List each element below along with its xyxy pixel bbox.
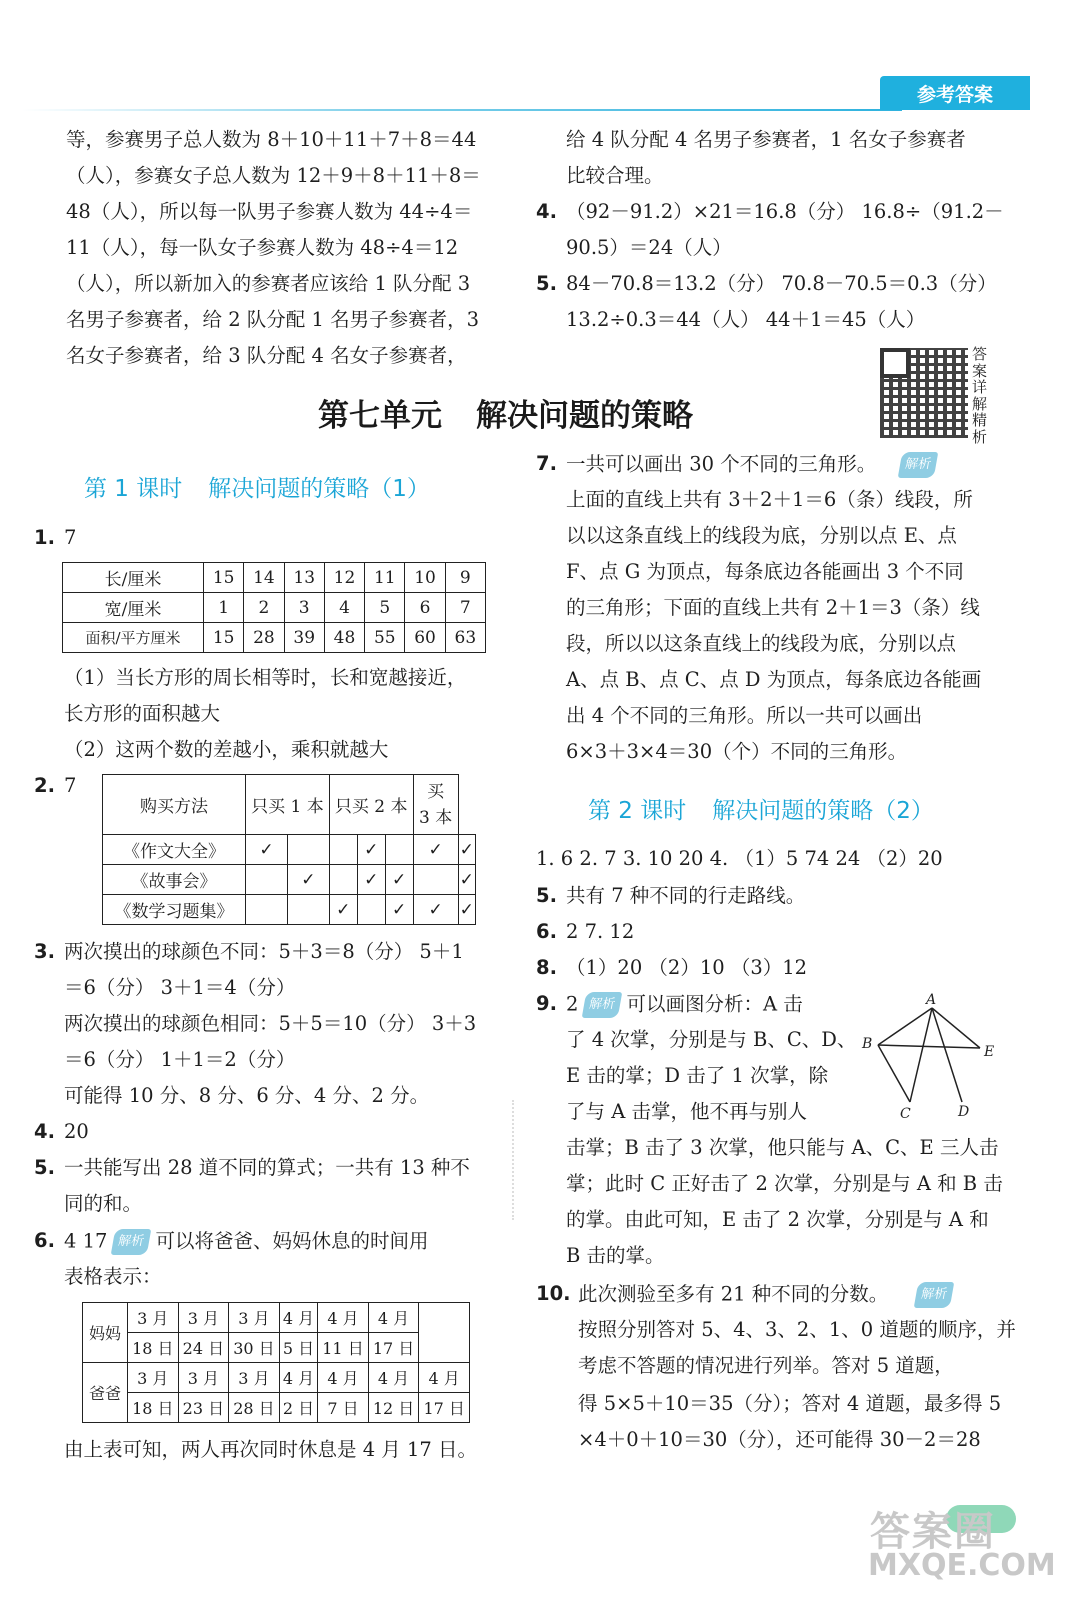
text-line: 同的和。	[64, 1192, 143, 1215]
mark	[413, 835, 458, 865]
text-line: 48（人），所以每一队男子参赛人数为 44÷4＝	[66, 200, 473, 223]
answer: 7	[64, 526, 77, 549]
row-label: 面积/平方厘米	[63, 623, 204, 653]
cell: 12	[324, 563, 364, 593]
cell: 4 月	[419, 1363, 470, 1393]
watermark-logo: 答案圈	[870, 1509, 996, 1555]
mark: ✓	[458, 895, 475, 925]
text-line: 一共能写出 28 道不同的算式；一共有 13 种不	[64, 1156, 470, 1179]
cell: 2 日	[279, 1393, 317, 1423]
mark	[329, 835, 357, 865]
watermark-domain: MXQE.COM	[868, 1548, 1056, 1583]
text-line: 了 4 次掌，分别是与 B、C、D、	[566, 1028, 857, 1051]
cell: 4 月	[318, 1303, 369, 1333]
mark: ✓	[287, 865, 329, 895]
label-e: E	[984, 1044, 995, 1060]
cell: 55	[365, 623, 405, 653]
question-number: 4.	[536, 200, 557, 223]
cell: 24 日	[178, 1333, 229, 1363]
text-line: 长方形的面积越大	[64, 702, 221, 725]
answer-line	[566, 452, 942, 478]
text-line: （2）这两个数的差越小，乘积就越大	[64, 738, 389, 761]
qr-code[interactable]	[880, 348, 968, 438]
analysis-badge: 解析	[111, 1229, 152, 1255]
text-line: 共有 7 种不同的行走路线。	[566, 884, 806, 907]
cell: 11	[365, 563, 405, 593]
header-part: 买	[427, 781, 445, 802]
question-number: 6.	[536, 920, 557, 943]
row-label: 《故事会》	[103, 865, 246, 895]
text-line: 比较合理。	[566, 164, 664, 187]
header-cell	[413, 775, 458, 835]
text-line: 给 4 队分配 4 名男子参赛者，1 名女子参赛者	[566, 128, 966, 151]
row-label: 《数学习题集》	[103, 895, 246, 925]
row-label: 爸爸	[83, 1363, 128, 1423]
text-line: ＝6（分） 3＋1＝4（分）	[64, 976, 296, 999]
text-line: 11（人），每一队女子参赛人数为 48÷4＝12	[66, 236, 459, 259]
mark: ✓	[385, 895, 413, 925]
text-line: 出 4 个不同的三角形。所以一共可以画出	[566, 704, 923, 727]
cell: 11 日	[318, 1333, 369, 1363]
text-line: 掌；此时 C 正好击了 2 次掌，分别是与 A 和 B 击	[566, 1172, 1003, 1195]
cell: 2	[244, 593, 284, 623]
mark: ✓	[246, 835, 288, 865]
mark: ✓	[385, 865, 413, 895]
text-line: 由上表可知，两人再次同时休息是 4 月 17 日。	[64, 1438, 478, 1461]
text-line: 的三角形；下面的直线上共有 2＋1＝3（条）线	[566, 596, 980, 619]
text-line: 84－70.8＝13.2（分） 70.8－70.5＝0.3（分）	[566, 272, 997, 295]
answer-line	[578, 1282, 958, 1308]
cell: 18 日	[128, 1333, 179, 1363]
text-line: 可能得 10 分、8 分、6 分、4 分、2 分。	[64, 1084, 430, 1107]
lesson-label: 第 2 课时	[588, 798, 687, 824]
cell: 4 月	[368, 1303, 419, 1333]
cell: 1	[204, 593, 244, 623]
row-label: 长/厘米	[63, 563, 204, 593]
cell: 3 月	[229, 1303, 280, 1333]
cell: 17 日	[419, 1393, 470, 1423]
cell: 14	[244, 563, 284, 593]
answer: 4 17	[64, 1229, 108, 1253]
question-number: 7.	[536, 452, 557, 475]
lesson-2-heading	[588, 792, 960, 825]
text-line: F、点 G 为顶点，每条底边各能画出 3 个不同	[566, 560, 964, 583]
row-label: 宽/厘米	[63, 593, 204, 623]
question-number: 3.	[34, 940, 55, 963]
cell: 3 月	[178, 1303, 229, 1333]
text-line: E 击的掌；D 击了 1 次掌，除	[566, 1064, 829, 1087]
mark: ✓	[458, 865, 475, 895]
cell: 18 日	[128, 1393, 179, 1423]
cell: 3 月	[178, 1363, 229, 1393]
analysis-badge: 解析	[898, 452, 939, 478]
empty-cell	[419, 1303, 470, 1363]
text-line: 了与 A 击掌，他不再与别人	[566, 1100, 807, 1123]
cell: 7 日	[318, 1393, 369, 1423]
text-line: 2 7. 12	[566, 920, 635, 943]
purchase-table	[102, 774, 476, 925]
lesson-title: 解决问题的策略（2）	[712, 798, 934, 824]
column-divider	[512, 1100, 516, 1220]
question-number: 10.	[536, 1282, 571, 1305]
cell: 63	[445, 623, 485, 653]
text-line: A、点 B、点 C、点 D 为顶点，每条底边各能画	[566, 668, 982, 691]
text-line: 击掌；B 击了 3 次掌，他只能与 A、C、E 三人击	[566, 1136, 999, 1159]
question-number: 6.	[34, 1229, 55, 1252]
question-number: 1.	[34, 526, 55, 549]
answer: 20	[64, 1120, 89, 1143]
header-cell: 只买 1 本	[246, 775, 330, 835]
label-d: D	[958, 1104, 970, 1120]
edge-be	[878, 1045, 980, 1048]
mark	[287, 895, 329, 925]
cell: 3	[284, 593, 324, 623]
question-number: 2.	[34, 774, 55, 797]
cell: 12 日	[368, 1393, 419, 1423]
text-line: B 击的掌。	[566, 1244, 665, 1267]
question-number: 8.	[536, 956, 557, 979]
text-line: 的掌。由此可知，E 击了 2 次掌，分别是与 A 和	[566, 1208, 989, 1231]
qr-label: 答案详解精析	[972, 345, 988, 446]
question-number: 5.	[536, 884, 557, 907]
text-line: 两次摸出的球颜色相同：5＋5＝10（分） 3＋3	[64, 1012, 477, 1035]
question-number: 5.	[34, 1156, 55, 1179]
analysis-badge: 解析	[914, 1282, 955, 1308]
cell: 60	[405, 623, 445, 653]
mark	[413, 865, 458, 895]
mark	[246, 865, 288, 895]
text-line: 6×3＋3×4＝30（个）不同的三角形。	[566, 740, 908, 763]
rest-schedule-table	[82, 1302, 470, 1423]
text-line: ×4＋0＋10＝30（分），还可能得 30－2＝28	[578, 1428, 981, 1451]
lesson-label: 第 1 课时	[84, 476, 183, 502]
text-line: 13.2÷0.3＝44（人） 44＋1＝45（人）	[566, 308, 926, 331]
unit-heading	[318, 390, 727, 435]
text-line: 按照分别答对 5、4、3、2、1、0 道题的顺序，并	[578, 1318, 1016, 1341]
cell: 3 月	[229, 1363, 280, 1393]
text-line: （人），参赛女子总人数为 12＋9＋8＋11＋8＝	[66, 164, 481, 187]
answers-row: 1. 6 2. 7 3. 10 20 4. （1）5 74 24 （2）20	[536, 847, 943, 870]
analysis-badge: 解析	[582, 992, 623, 1018]
edge-ae	[932, 1008, 980, 1048]
cell: 23 日	[178, 1393, 229, 1423]
mark	[329, 865, 357, 895]
handshake-diagram	[860, 990, 1000, 1120]
text-line: 段，所以以这条直线上的线段为底，分别以点	[566, 632, 957, 655]
header-tag: 参考答案	[880, 76, 1030, 110]
text-line: 名女子参赛者，给 3 队分配 4 名女子参赛者，	[66, 344, 467, 367]
header-part: 3 本	[418, 807, 453, 828]
cell: 15	[204, 623, 244, 653]
question-number: 9.	[536, 992, 557, 1015]
mark: ✓	[357, 835, 385, 865]
cell: 4 月	[368, 1363, 419, 1393]
row-label: 妈妈	[83, 1303, 128, 1363]
cell: 5 日	[279, 1333, 317, 1363]
lesson-title: 解决问题的策略（1）	[208, 476, 430, 502]
cell: 4 月	[318, 1363, 369, 1393]
text-line: ＝6（分） 1＋1＝2（分）	[64, 1048, 296, 1071]
cell: 6	[405, 593, 445, 623]
text-line: 两次摸出的球颜色不同：5＋3＝8（分） 5＋1	[64, 940, 464, 963]
label-b: B	[862, 1036, 873, 1052]
question-number: 5.	[536, 272, 557, 295]
cell: 5	[365, 593, 405, 623]
mark: ✓	[357, 865, 385, 895]
cell: 17 日	[368, 1333, 419, 1363]
diagram-edges	[878, 1008, 980, 1102]
cell: 48	[324, 623, 364, 653]
row-label: 《作文大全》	[103, 835, 246, 865]
text-line: 等，参赛男子总人数为 8＋10＋11＋7＋8＝44	[66, 128, 477, 151]
cell: 15	[204, 563, 244, 593]
mark	[287, 835, 329, 865]
cell: 30 日	[229, 1333, 280, 1363]
cell: 13	[284, 563, 324, 593]
cell: 7	[445, 593, 485, 623]
mark: ✓	[413, 895, 458, 925]
lesson-1-heading	[84, 470, 456, 503]
cell: 28 日	[229, 1393, 280, 1423]
mark: ✓	[458, 835, 475, 865]
edge-bc	[878, 1045, 910, 1102]
cell: 10	[405, 563, 445, 593]
mark	[357, 895, 385, 925]
text-line: 上面的直线上共有 3＋2＋1＝6（条）线段，所	[566, 488, 973, 511]
mark-a: ✓	[428, 839, 443, 860]
cell: 28	[244, 623, 284, 653]
label-a: A	[926, 992, 937, 1008]
text: 此次测验至多有 21 种不同的分数。	[578, 1282, 889, 1306]
mark: ✓	[329, 895, 357, 925]
text-line: 90.5）＝24（人）	[566, 236, 732, 259]
answer: 2	[566, 992, 579, 1016]
cell: 39	[284, 623, 324, 653]
rectangle-table	[62, 562, 486, 653]
text-line: （1）20 （2）10 （3）12	[566, 956, 808, 979]
text-line: 考虑不答题的情况进行列举。答对 5 道题，	[578, 1354, 954, 1377]
cell: 4 月	[279, 1303, 317, 1333]
answer: 7	[64, 774, 77, 797]
unit-title: 解决问题的策略	[476, 398, 693, 434]
unit-number: 第七单元	[318, 398, 442, 434]
cell: 3 月	[128, 1303, 179, 1333]
text-line: 名男子参赛者，给 2 队分配 1 名男子参赛者，3	[66, 308, 480, 331]
edge-ac	[910, 1008, 932, 1102]
cell: 3 月	[128, 1363, 179, 1393]
text-line: 表格表示：	[64, 1265, 162, 1288]
text-line: （人），所以新加入的参赛者应该给 1 队分配 3	[66, 272, 471, 295]
text-line: （92－91.2）×21＝16.8（分） 16.8÷（91.2－	[566, 200, 1004, 223]
mark	[246, 895, 288, 925]
header-rule	[22, 109, 902, 111]
mark	[385, 835, 413, 865]
cell: 4	[324, 593, 364, 623]
text-line: 得 5×5＋10＝35（分）；答对 4 道题，最多得 5	[578, 1392, 1002, 1415]
answer-line	[64, 1229, 428, 1255]
header-cell: 购买方法	[103, 775, 246, 835]
text-line: （1）当长方形的周长相等时，长和宽越接近，	[64, 666, 467, 689]
cell: 4 月	[279, 1363, 317, 1393]
answer-line	[566, 992, 803, 1018]
label-c: C	[900, 1106, 911, 1120]
text: 可以将爸爸、妈妈休息的时间用	[155, 1229, 429, 1253]
cell: 9	[445, 563, 485, 593]
text-line: 以以这条直线上的线段为底，分别以点 E、点	[566, 524, 957, 547]
text: 可以画图分析：A 击	[626, 992, 803, 1016]
edge-ad	[932, 1008, 962, 1102]
header-cell: 只买 2 本	[329, 775, 413, 835]
question-number: 4.	[34, 1120, 55, 1143]
text: 一共可以画出 30 个不同的三角形。	[566, 452, 877, 476]
